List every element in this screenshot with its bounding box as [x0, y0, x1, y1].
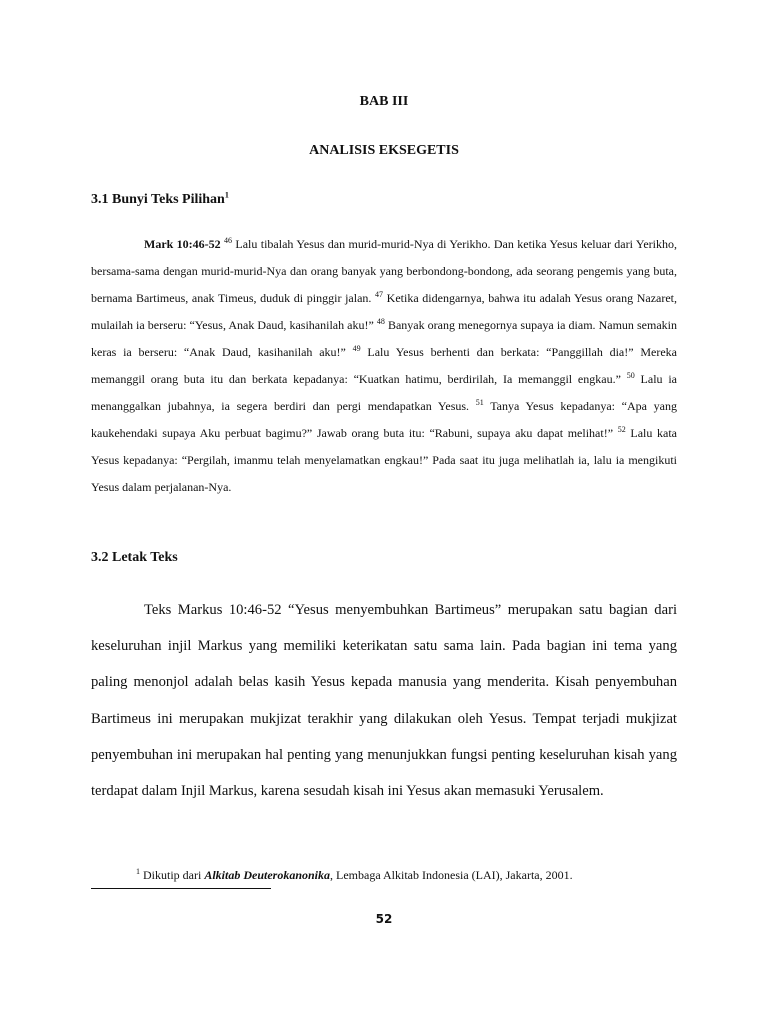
verse-text: Lalu tibalah Yesus dan murid-murid-Nya di Yerikho. Dan ketika Yesus keluar dari Yerikho, bersama-sama dengan murid-murid-Nya dan orang banyak yang berbondong-bondong, ada seorang pengemis yang buta, bernama Bartimeus, anak Timeus, duduk di pinggir jalan. [91, 237, 677, 305]
section-heading-text: 3.1 Bunyi Teks Pilihan [91, 192, 225, 207]
footnote-book-title: Alkitab Deuterokanonika [204, 868, 331, 882]
section-heading-3-1 [91, 192, 229, 208]
verse-number: 47 [375, 290, 384, 299]
verse-text: Lalu Yesus berhenti dan berkata: “Panggillah dia!” Mereka memanggil orang buta itu dan berkata kepadanya: “Kuatkan hatimu, berdirilah, Ia memanggil engkau.” [91, 345, 677, 386]
verse-number: 51 [475, 398, 484, 407]
scripture-passage [91, 231, 677, 501]
footnote-reference[interactable]: 1 [224, 190, 229, 200]
verse-number: 49 [352, 344, 361, 353]
verse-list [91, 237, 677, 494]
verse-number: 46 [224, 236, 233, 245]
page-number: 52 [375, 912, 393, 926]
footnote-prefix: Dikutip dari [140, 868, 205, 882]
footnote [136, 866, 696, 884]
verse-number: 52 [617, 425, 626, 434]
scripture-reference: Mark 10:46-52 [144, 237, 221, 251]
verse-number: 50 [626, 371, 635, 380]
footnote-mark: 1 [136, 867, 140, 876]
verse-text: Banyak orang menegornya supaya ia diam. Namun semakin keras ia berseru: “Anak Daud, kasihanilah aku!” [91, 318, 677, 359]
verse-number: 48 [376, 317, 385, 326]
section-heading-3-2: 3.2 Letak Teks [91, 550, 178, 565]
body-paragraph: Teks Markus 10:46-52 “Yesus menyembuhkan Bartimeus” merupakan satu bagian dari keseluruhan injil Markus yang memiliki keterikatan satu sama lain. Pada bagian ini tema yang paling menonjol adalah belas kasih Yesus kepada manusia yang menderita. Kisah penyembuhan Bartimeus ini merupakan mukjizat terakhir yang dilakukan oleh Yesus. Tempat terjadi mukjizat penyembuhan ini merupakan hal penting yang menunjukkan fungsi penting keseluruhan kisah yang terdapat dalam Injil Markus, karena sesudah kisah ini Yesus akan memasuki Yerusalem. [91, 602, 677, 800]
verse-text: Lalu kata Yesus kepadanya: “Pergilah, imanmu telah menyelamatkan engkau!” Pada saat itu juga melihatlah ia, lalu ia mengikuti Yesus dalam perjalanan-Nya. [91, 426, 677, 494]
footnote-suffix: , Lembaga Alkitab Indonesia (LAI), Jakarta, 2001. [330, 868, 573, 882]
chapter-subtitle: ANALISIS EKSEGETIS [309, 143, 459, 158]
verse-text: Lalu ia menanggalkan jubahnya, ia segera berdiri dan pergi mendapatkan Yesus. [91, 372, 677, 413]
footnote-divider [91, 888, 271, 889]
verse-text: Tanya Yesus kepadanya: “Apa yang kaukehendaki supaya Aku perbuat bagimu?” Jawab orang buta itu: “Rabuni, supaya aku dapat melihat!” [91, 399, 677, 440]
verse-text: Ketika didengarnya, bahwa itu adalah Yesus orang Nazaret, mulailah ia berseru: “Yesus, Anak Daud, kasihanilah aku!” [91, 291, 677, 332]
chapter-title: BAB III [359, 94, 409, 109]
